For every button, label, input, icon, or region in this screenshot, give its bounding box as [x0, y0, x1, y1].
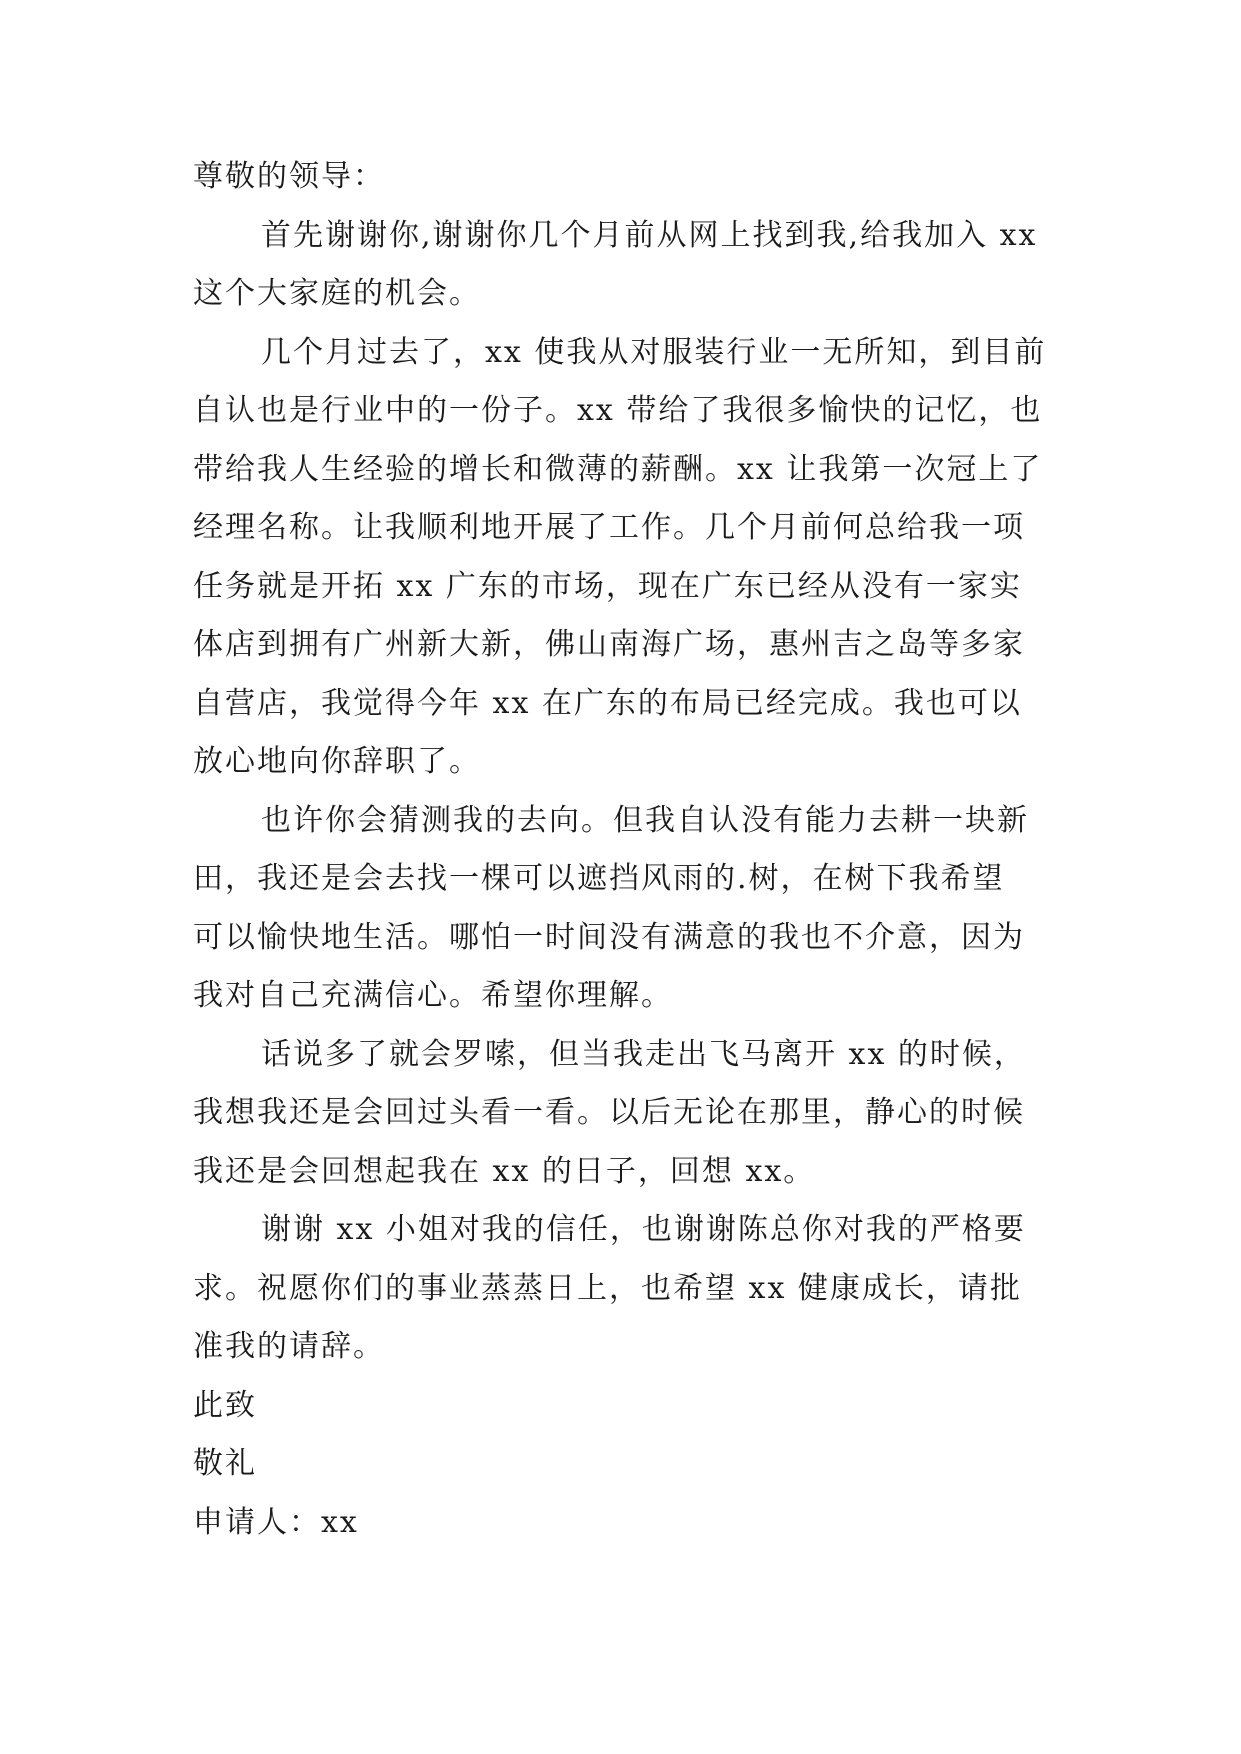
signature: 申请人：xx: [193, 1504, 359, 1540]
paragraph-line: 准我的请辞。: [193, 1329, 385, 1364]
paragraph-line: 话说多了就会罗嗦，但当我走出飞马离开 xx 的时候，: [261, 1036, 1026, 1072]
paragraph-line: 谢谢 xx 小姐对我的信任，也谢谢陈总你对我的严格要: [261, 1212, 1026, 1247]
paragraph-2: [193, 324, 1063, 792]
paragraph-line: 也许你会猜测我的去向。但我自认没有能力去耕一块新: [261, 802, 1029, 838]
paragraph-line: 这个大家庭的机会。: [193, 276, 481, 311]
paragraph-line: 可以愉快地生活。哪怕一时间没有满意的我也不介意，因为: [193, 919, 1025, 955]
letter-body: [193, 148, 1063, 1552]
paragraph-1: [193, 207, 1063, 324]
paragraph-4: [193, 1026, 1063, 1202]
paragraph-line: 我对自己充满信心。希望你理解。: [193, 978, 673, 1013]
salutation: 尊敬的领导：: [193, 159, 385, 194]
paragraph-line: 首先谢谢你,谢谢你几个月前从网上找到我,给我加入 xx: [261, 217, 1038, 253]
paragraph-line: 我想我还是会回过头看一看。以后无论在那里，静心的时候: [193, 1095, 1025, 1130]
paragraph-line: 带给我人生经验的增长和微薄的薪酬。xx 让我第一次冠上了: [193, 451, 1043, 487]
closing-line-1: 此致: [193, 1387, 257, 1423]
paragraph-line: 求。祝愿你们的事业蒸蒸日上，也希望 xx 健康成长，请批: [193, 1270, 1022, 1306]
paragraph-line: 自认也是行业中的一份子。xx 带给了我很多愉快的记忆，也: [193, 393, 1043, 428]
paragraph-line: 我还是会回想起我在 xx 的日子，回想 xx。: [193, 1153, 816, 1189]
paragraph-3: [193, 792, 1063, 1026]
paragraph-line: 任务就是开拓 xx 广东的市场，现在广东已经从没有一家实: [193, 568, 1022, 604]
paragraph-line: 自营店，我觉得今年 xx 在广东的布局已经完成。我也可以: [193, 685, 1022, 721]
paragraph-line: 经理名称。让我顺利地开展了工作。几个月前何总给我一项: [193, 510, 1025, 545]
paragraph-line: 田，我还是会去找一棵可以遮挡风雨的.树，在树下我希望: [193, 861, 1005, 896]
closing-line-2: 敬礼: [193, 1446, 257, 1481]
paragraph-5: [193, 1201, 1063, 1377]
paragraph-line: 放心地向你辞职了。: [193, 744, 481, 779]
paragraph-line: 几个月过去了，xx 使我从对服装行业一无所知，到目前: [261, 334, 1047, 370]
paragraph-line: 体店到拥有广州新大新，佛山南海广场，惠州吉之岛等多家: [193, 627, 1025, 662]
